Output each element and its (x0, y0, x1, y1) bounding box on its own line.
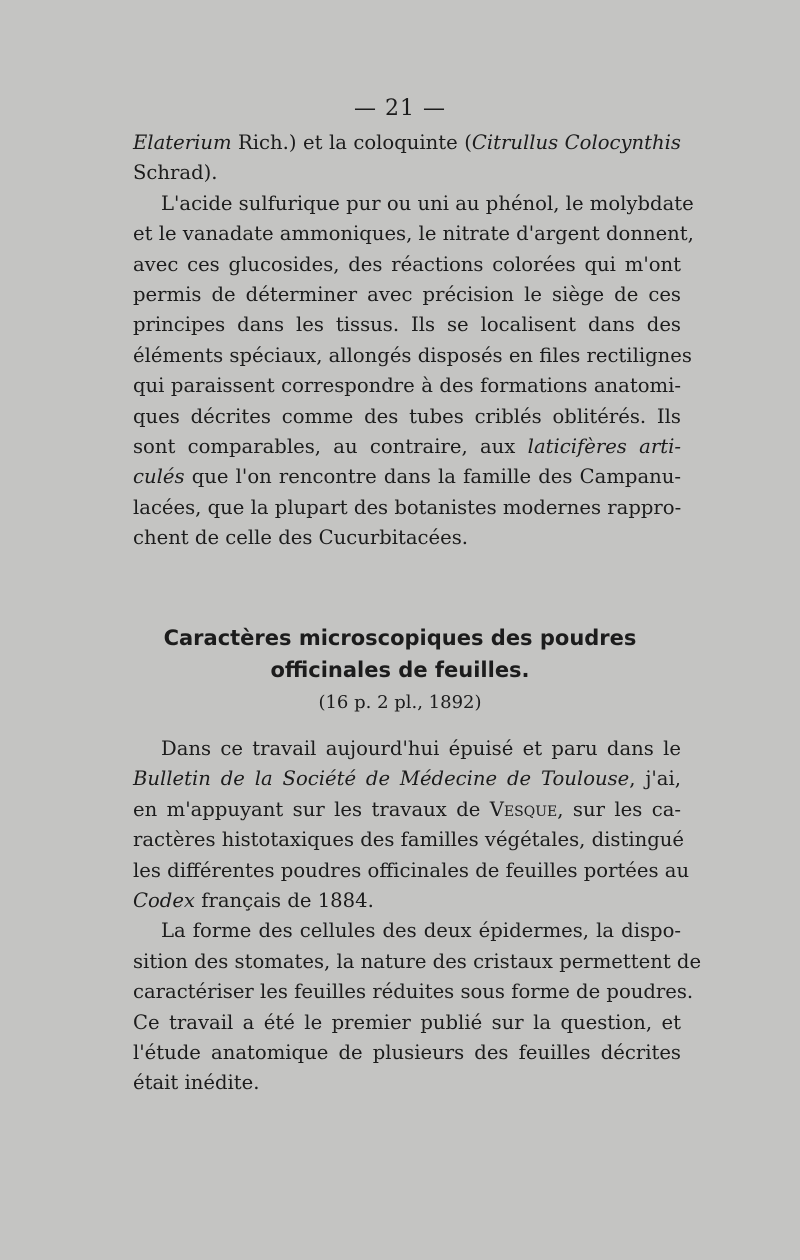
text-line: les différentes poudres officinales de feuilles portées au (133, 858, 690, 882)
text-line: ques décrites comme des tubes criblés oblitérés. Ils (133, 404, 681, 428)
italic-term: laticifères arti- (527, 434, 681, 458)
text-line: principes dans les tissus. Ils se localisent dans des (133, 313, 681, 337)
italic-term: Citrullus Colocynthis (471, 131, 681, 154)
text-line: l'étude anatomique de plusieurs des feuilles décrites (133, 1040, 681, 1064)
text-line: Schrad). (133, 161, 218, 185)
italic-term: Codex (133, 888, 195, 912)
page-number: — 21 — (354, 96, 446, 121)
text-span: , j'ai, (629, 767, 681, 791)
text-line (133, 128, 681, 158)
text-line: permis de déterminer avec précision le siège de ces (133, 282, 681, 306)
section-title-line: Caractères microscopiques des poudres (163, 626, 637, 650)
text-line (133, 764, 681, 794)
text-line: qui paraissent correspondre à des formations anatomi- (133, 374, 681, 398)
text-line: avec ces glucosides, des réactions colorées qui m'ont (133, 252, 681, 276)
text-line: Ce travail a été le premier publié sur la question, et (133, 1010, 681, 1034)
italic-term: Bulletin de la Société de Médecine de Toulouse (133, 767, 630, 791)
text-line (133, 795, 681, 825)
text-span: sont comparables, au contraire, aux (133, 434, 528, 458)
text-line (133, 462, 681, 492)
text-line: ractères histotaxiques des familles végétales, distingué (133, 828, 684, 852)
text-line: sition des stomates, la nature des cristaux permettent de (133, 949, 702, 973)
text-line (133, 432, 681, 462)
section-title (0, 622, 800, 686)
text-line: lacées, que la plupart des botanistes modernes rappro- (133, 495, 682, 519)
text-span: que l'on rencontre dans la famille des Campanu- (184, 465, 681, 489)
italic-term: Elaterium (133, 131, 232, 154)
text-line: était inédite. (133, 1071, 260, 1095)
text-line: caractériser les feuilles réduites sous forme de poudres. (133, 980, 694, 1004)
text-line (133, 886, 681, 916)
text-span: en m'appuyant sur les travaux de (133, 797, 490, 821)
text-line: et le vanadate ammoniques, le nitrate d'argent donnent, (133, 222, 694, 246)
section-reference: (16 p. 2 pl., 1892) (318, 692, 482, 713)
text-span: , sur les ca- (557, 797, 681, 821)
text-line: chent de celle des Cucurbitacées. (133, 526, 469, 550)
text-line: Dans ce travail aujourd'hui épuisé et paru dans le (161, 737, 681, 760)
text-line: L'acide sulfurique pur ou uni au phénol, le molybdate (161, 191, 694, 215)
author-name: Vesque (489, 797, 558, 821)
text-span: Rich.) et la coloquinte ( (231, 131, 472, 154)
text-line: La forme des cellules des deux épidermes, la dispo- (161, 919, 681, 943)
text-line: éléments spéciaux, allongés disposés en files rectilignes (133, 343, 692, 367)
italic-term: culés (133, 465, 185, 489)
section-title-line: officinales de feuilles. (270, 658, 530, 682)
body-paragraph (133, 734, 702, 1099)
intro-paragraph (133, 128, 694, 553)
text-span: français de 1884. (194, 888, 374, 912)
